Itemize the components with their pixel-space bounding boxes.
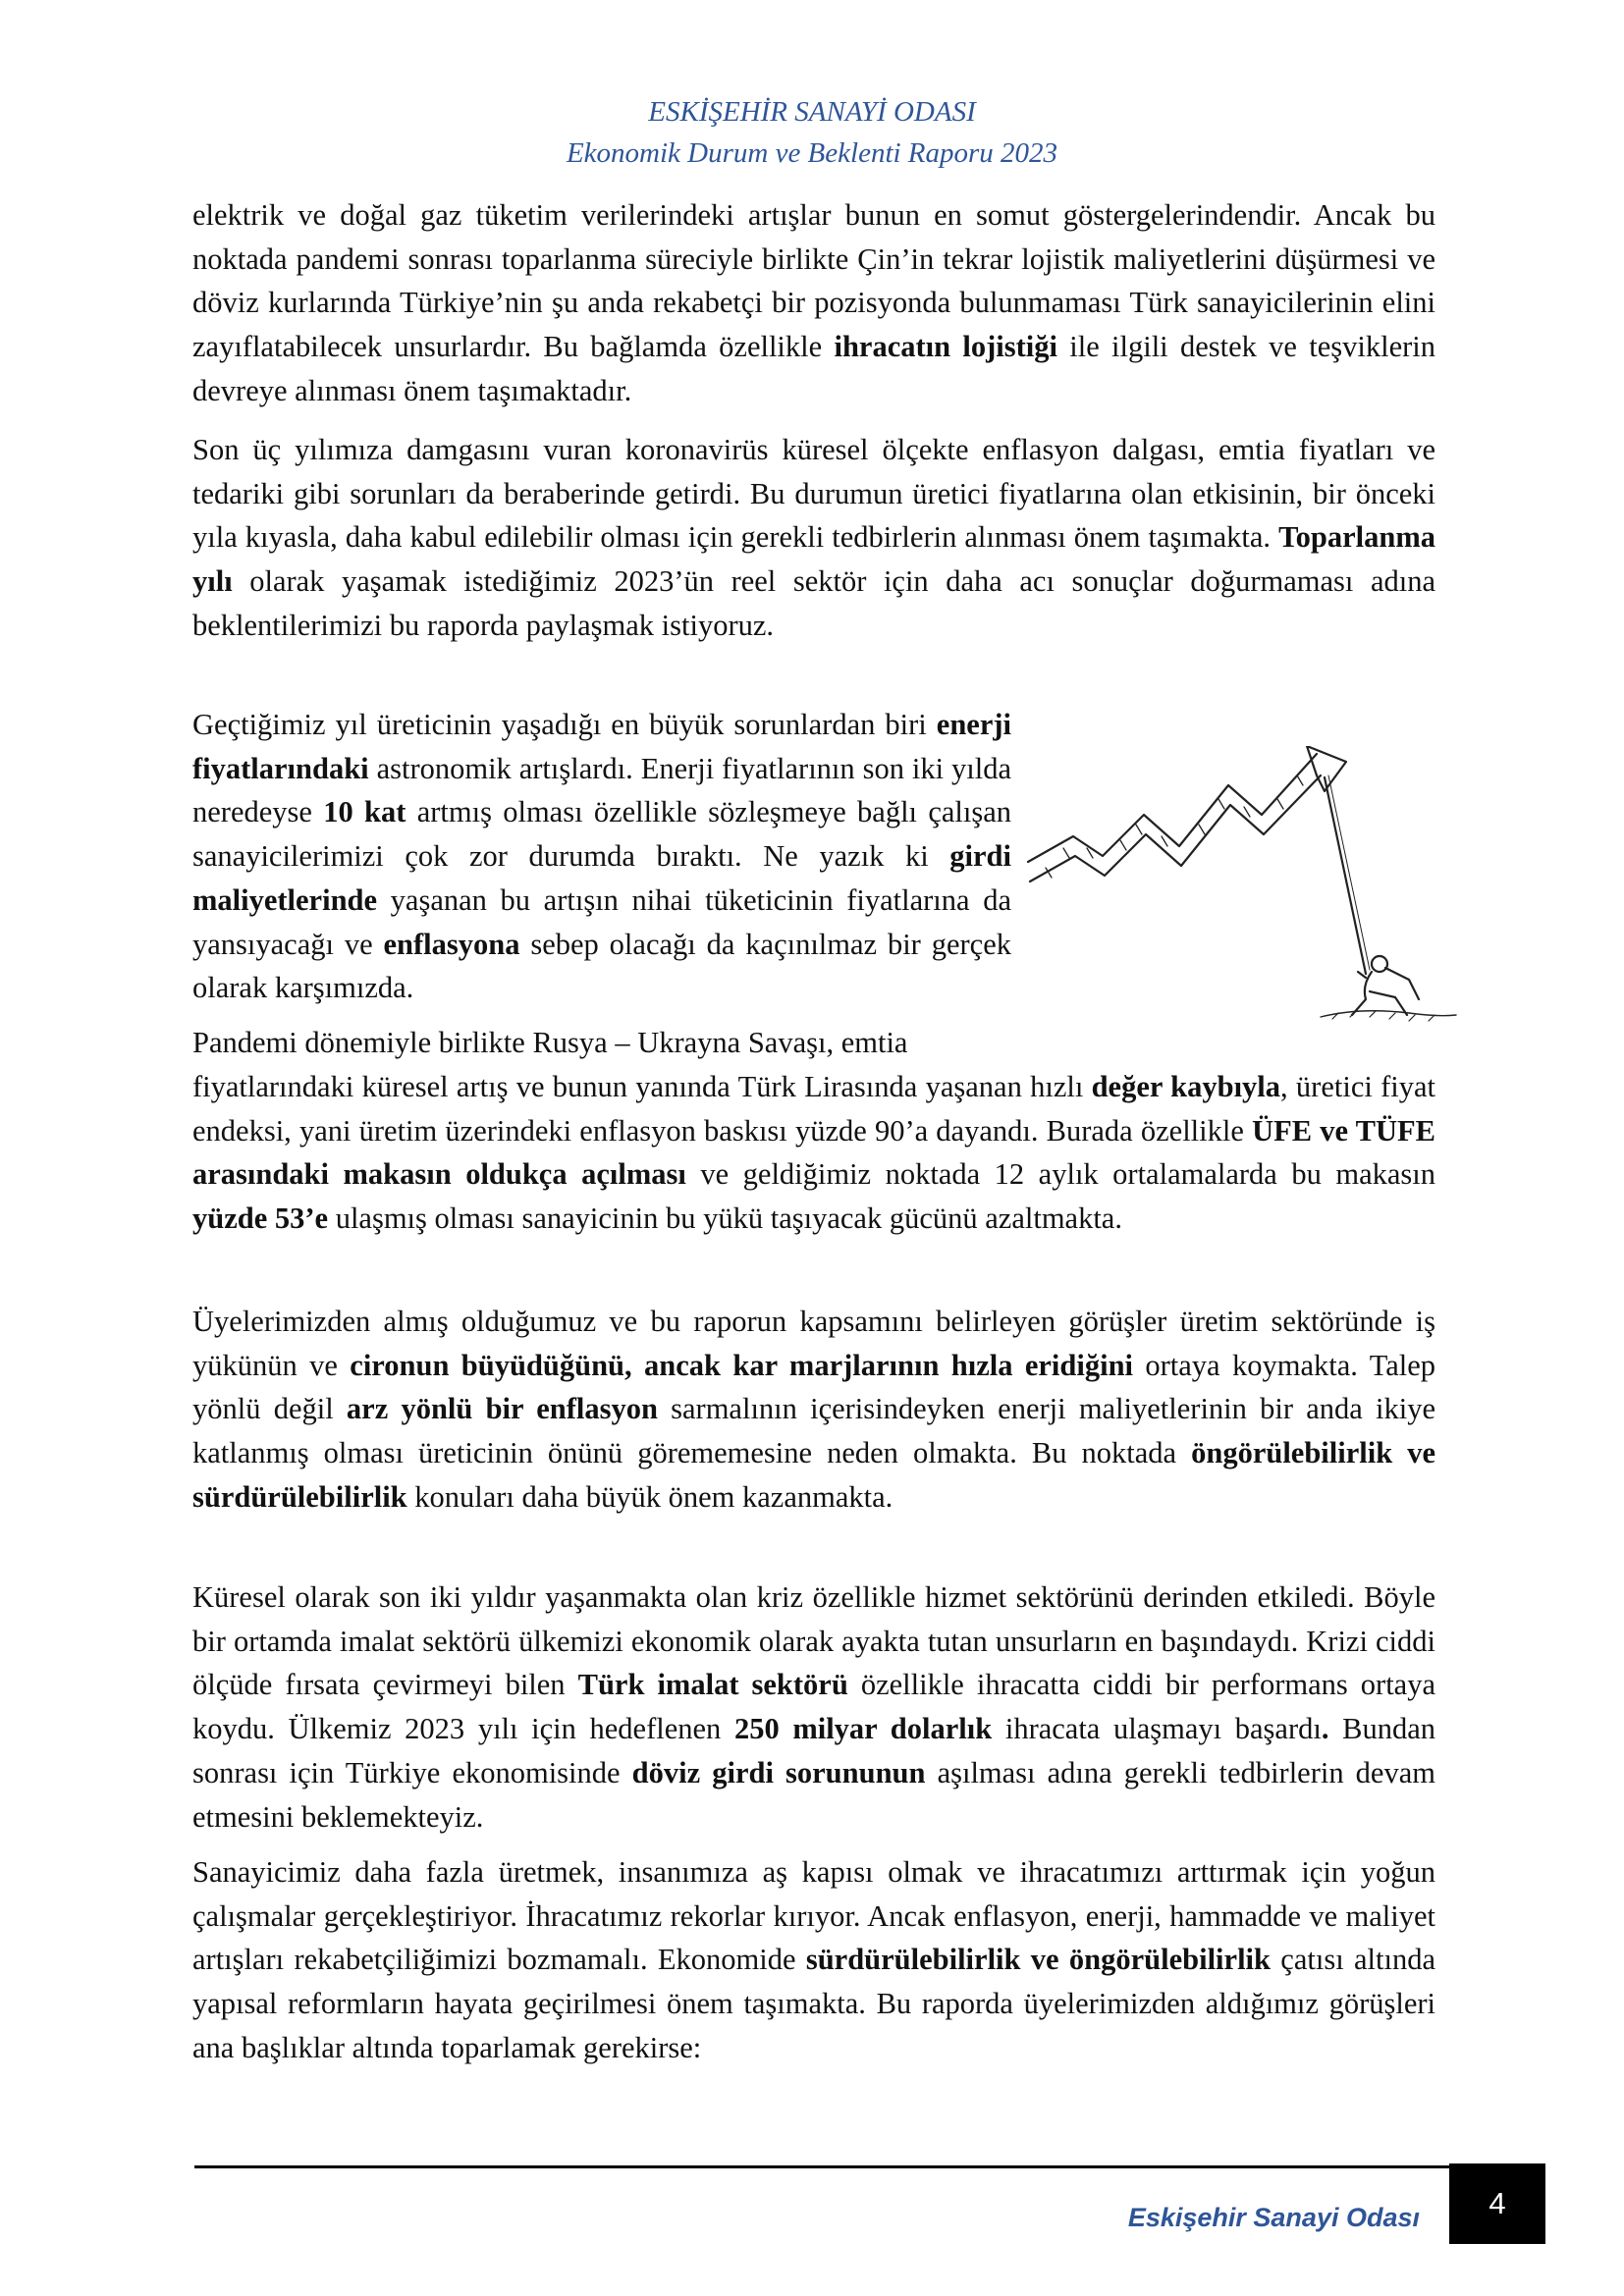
- bold-text-run: girdi maliyetlerinde: [192, 839, 1011, 917]
- text-run: astronomik artışlardı. Enerji fiyatlarının son iki yılda neredeyse: [192, 751, 1011, 829]
- bold-text-run: enerji fiyatlarındaki: [192, 708, 1011, 785]
- text-run: Pandemi dönemiyle birlikte Rusya – Ukrayna Savaşı, emtia: [192, 1026, 908, 1059]
- paragraph: [192, 1300, 1435, 1520]
- paragraph: [192, 1065, 1435, 1241]
- bold-text-run: ÜFE ve TÜFE arasındaki makasın oldukça açılması: [192, 1113, 1435, 1192]
- paragraph: [192, 703, 1011, 1010]
- bold-text-run: .: [1321, 1712, 1329, 1746]
- bold-text-run: 10 kat: [323, 795, 406, 829]
- bold-text-run: arz yönlü bir enflasyon: [346, 1392, 658, 1426]
- bold-text-run: döviz girdi sorununun: [631, 1755, 926, 1789]
- bold-text-run: değer kaybıyla: [1091, 1070, 1281, 1103]
- paragraph: [192, 428, 1435, 648]
- person-body: [1352, 968, 1419, 1015]
- paragraph: [192, 1850, 1435, 2070]
- text-run: Bundan sonrası için Türkiye ekonomisinde: [192, 1712, 1435, 1789]
- paragraph: [192, 1575, 1435, 1839]
- footer-organization: Eskişehir Sanayi Odası: [1127, 2203, 1420, 2232]
- arrow-top-edge: [1028, 754, 1317, 862]
- text-run: ile ilgili destek ve teşviklerin devreye alınması önem taşımaktadır.: [192, 330, 1436, 407]
- footer-rule: [194, 2165, 1545, 2168]
- arrow-bottom-edge: [1030, 775, 1321, 881]
- bold-text-run: cironun büyüdüğünü, ancak kar marjlarının hızla eridiğini: [350, 1348, 1134, 1382]
- text-run: elektrik ve doğal gaz tüketim verilerindeki artışlar bunun en somut göstergelerindendir. Ancak bu noktada pandemi sonrası toparlanma süreciyle birlikte Çin’in tekrar lojistik maliyetlerini düşürmesi ve döviz kurlarında Türkiye’nin şu anda rekabetçi bir pozisyonda bulunmaması Türk sanayicilerinin elini zayıflatabilecek unsurlardır. Bu bağlamda özellikle: [192, 198, 1435, 364]
- page-number: 4: [1449, 2163, 1545, 2244]
- text-run: artmış olması özellikle sözleşmeye bağlı çalışan sanayicilerimizi çok zor durumda bıraktı. Ne yazık ki: [192, 795, 1011, 874]
- paragraph: [192, 1021, 1011, 1065]
- bold-text-run: enflasyona: [383, 927, 520, 961]
- text-run: aşılması adına gerekli tedbirlerin devam etmesini beklemekteyiz.: [192, 1755, 1435, 1834]
- text-run: olarak yaşamak istediğimiz 2023’ün reel sektör için daha acı sonuçlar doğurmaması adına beklentilerimizi bu raporda paylaşmak istiyoruz.: [192, 564, 1435, 642]
- text-run: konuları daha büyük önem kazanmakta.: [406, 1479, 893, 1514]
- bold-text-run: Türk imalat sektörü: [577, 1668, 848, 1702]
- bold-text-run: yüzde 53’e: [192, 1201, 329, 1236]
- ground: [1321, 1011, 1456, 1017]
- text-run: özellikle ihracatta ciddi bir performans ortaya koydu. Ülkemiz 2023 yılı için hedeflenen: [192, 1668, 1435, 1746]
- bold-text-run: 250 milyar dolarlık: [733, 1712, 993, 1746]
- text-run: fiyatlarındaki küresel artış ve bunun yanında Türk Lirasında yaşanan hızlı: [192, 1070, 1092, 1103]
- header-title: ESKİŞEHİR SANAYİ ODASI: [648, 96, 976, 128]
- text-run: sarmalının içerisindeyken enerji maliyetlerinin bir anda ikiye katlanmış olması üreticinin önünü görememesine neden olmakta. Bu noktada: [192, 1392, 1435, 1470]
- text-run: yaşanan bu artışın nihai tüketicinin fiyatlarına da yansıyacağı ve: [192, 882, 1011, 961]
- header-subtitle: Ekonomik Durum ve Beklenti Raporu 2023: [566, 137, 1058, 169]
- bold-text-run: sürdürülebilirlik ve öngörülebilirlik: [805, 1943, 1271, 1977]
- text-run: Üyelerimizden almış olduğumuz ve bu raporun kapsamını belirleyen görüşler üretim sektöründe iş yükünün ve: [192, 1305, 1435, 1382]
- text-run: ulaşmış olması sanayicinin bu yükü taşıyacak gücünü azaltmakta.: [328, 1201, 1122, 1236]
- paragraph: [192, 193, 1435, 413]
- text-run: çatısı altında yapısal reformların hayata geçirilmesi önem taşımakta. Bu raporda üyelerimizden aldığımız görüşleri ana başlıklar altında toparlamak gerekirse:: [192, 1943, 1435, 2064]
- text-run: ve geldiğimiz noktada 12 aylık ortalamalarda bu makasın: [685, 1157, 1435, 1192]
- text-run: ihracata ulaşmayı başardı: [992, 1712, 1322, 1746]
- text-run: Geçtiğimiz yıl üreticinin yaşadığı en büyük sorunlardan biri: [192, 708, 937, 741]
- text-run: , üretici fiyat endeksi, yani üretim üzerindeki enflasyon baskısı yüzde 90’a dayandı. Burada özellikle: [192, 1070, 1436, 1148]
- text-run: Küresel olarak son iki yıldır yaşanmakta olan kriz özellikle hizmet sektörünü derinden etkiledi. Böyle bir ortamda imalat sektörü ülkemizi ekonomik olarak ayakta tutan unsurların en başındaydı. Krizi ciddi ölçüde fırsata çevirmeyi bilen: [192, 1580, 1435, 1702]
- bold-text-run: öngörülebilirlik ve sürdürülebilirlik: [192, 1436, 1436, 1514]
- bold-text-run: Toparlanma yılı: [192, 520, 1435, 599]
- bold-text-run: ihracatın lojistiği: [834, 330, 1057, 364]
- text-run: Sanayicimiz daha fazla üretmek, insanımıza aş kapısı olmak ve ihracatımızı arttırmak için yoğun çalışmalar gerçekleştiriyor. İhracatımız rekorlar kırıyor. Ancak enflasyon, enerji, hammadde ve maliyet artışları rekabetçiliğimizi bozmamalı. Ekonomide: [192, 1855, 1435, 1977]
- text-run: Son üç yılımıza damgasını vuran koronavirüs küresel ölçekte enflasyon dalgası, emtia fiyatları ve tedariki gibi sorunları da beraberinde getirdi. Bu durumun üretici fiyatlarına olan etkisinin, bir önceki yıla kıyasla, daha kabul edilebilir olması için gerekli tedbirlerin alınması önem taşımakta.: [192, 433, 1435, 555]
- rope: [1325, 777, 1366, 974]
- person-head: [1372, 956, 1387, 972]
- text-run: ortaya koymakta. Talep yönlü değil: [192, 1348, 1435, 1426]
- rising-arrow-illustration: [1026, 746, 1458, 1023]
- text-run: sebep olacağı da kaçınılmaz bir gerçek olarak karşımızda.: [192, 927, 1011, 1005]
